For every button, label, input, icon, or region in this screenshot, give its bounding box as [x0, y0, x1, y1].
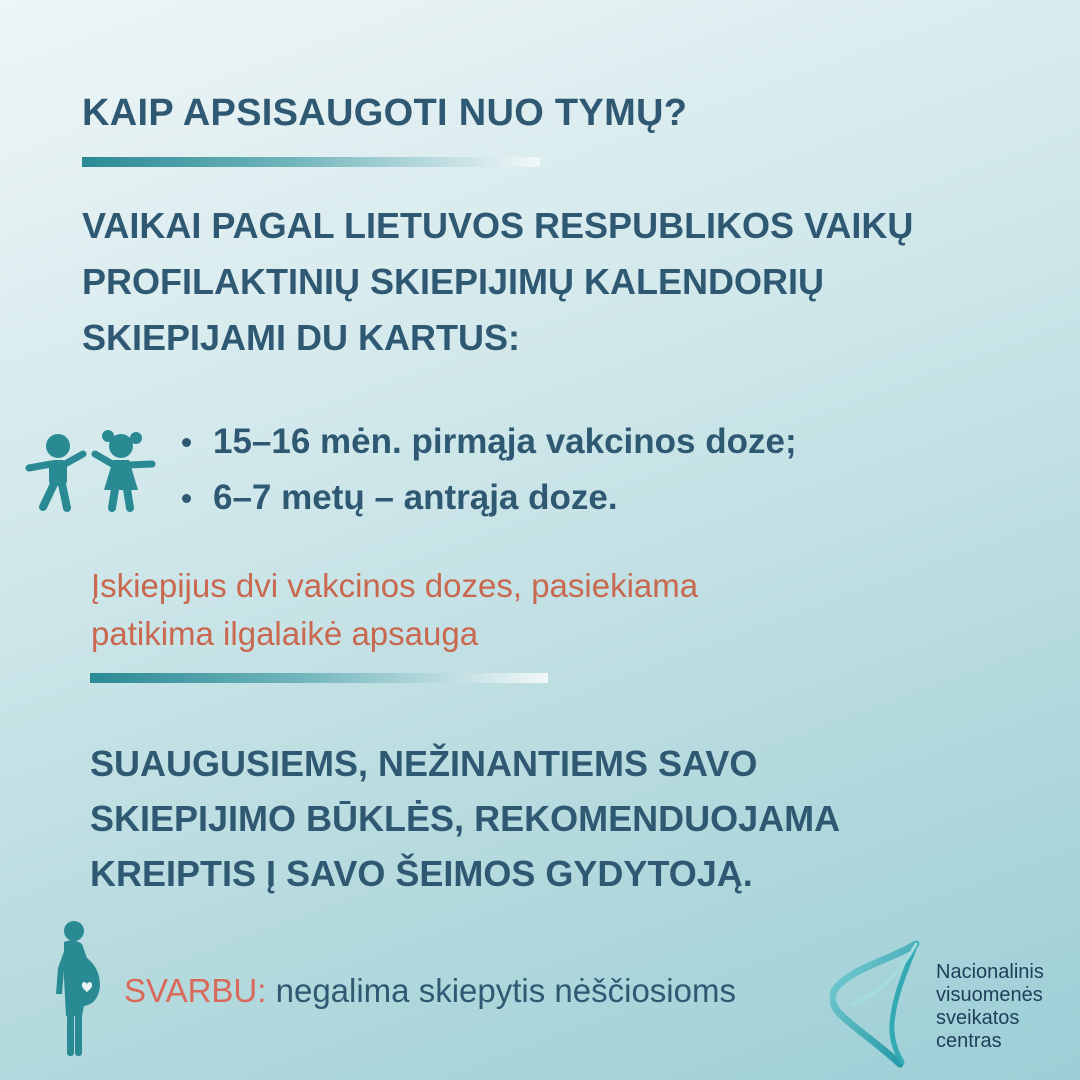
bullet-icon	[182, 438, 191, 447]
protection-note	[91, 562, 911, 658]
nvsc-logo-icon	[830, 940, 922, 1068]
heading-line: VAIKAI PAGAL LIETUVOS RESPUBLIKOS VAIKŲ	[82, 205, 914, 246]
note-line: Įskiepijus dvi vakcinos dozes, pasiekiama	[91, 567, 699, 604]
dose-text: 6–7 metų – antrąja doze.	[213, 478, 618, 517]
dose-text: 15–16 mėn. pirmąja vakcinos doze;	[213, 422, 797, 461]
heading-line: PROFILAKTINIŲ SKIEPIJIMŲ KALENDORIŲ	[82, 261, 825, 302]
section-divider	[90, 673, 548, 683]
recommendation-line: KREIPTIS Į SAVO ŠEIMOS GYDYTOJĄ.	[90, 853, 753, 894]
important-label: SVARBU:	[124, 972, 267, 1009]
important-warning	[124, 972, 736, 1010]
list-item	[180, 414, 797, 470]
list-item	[180, 470, 797, 526]
organization-name	[936, 961, 1044, 1053]
recommendation-line: SUAUGUSIEMS, NEŽINANTIEMS SAVO	[90, 743, 758, 784]
page-title: KAIP APSISAUGOTI NUO TYMŲ?	[82, 92, 688, 134]
adults-recommendation	[90, 736, 1050, 901]
org-name-line: sveikatos	[936, 1007, 1020, 1029]
org-name-line: centras	[936, 1030, 1002, 1052]
children-schedule-heading	[82, 198, 1042, 366]
title-divider	[82, 157, 540, 167]
bullet-icon	[182, 494, 191, 503]
pregnant-woman-icon	[52, 918, 110, 1058]
dose-list	[180, 414, 797, 526]
heading-line: SKIEPIJAMI DU KARTUS:	[82, 317, 521, 358]
org-name-line: Nacionalinis	[936, 961, 1044, 983]
children-icon	[22, 428, 158, 514]
note-line: patikima ilgalaikė apsauga	[91, 615, 479, 652]
recommendation-line: SKIEPIJIMO BŪKLĖS, REKOMENDUOJAMA	[90, 798, 841, 839]
important-text: negalima skiepytis nėščiosioms	[275, 972, 736, 1009]
org-name-line: visuomenės	[936, 984, 1043, 1006]
